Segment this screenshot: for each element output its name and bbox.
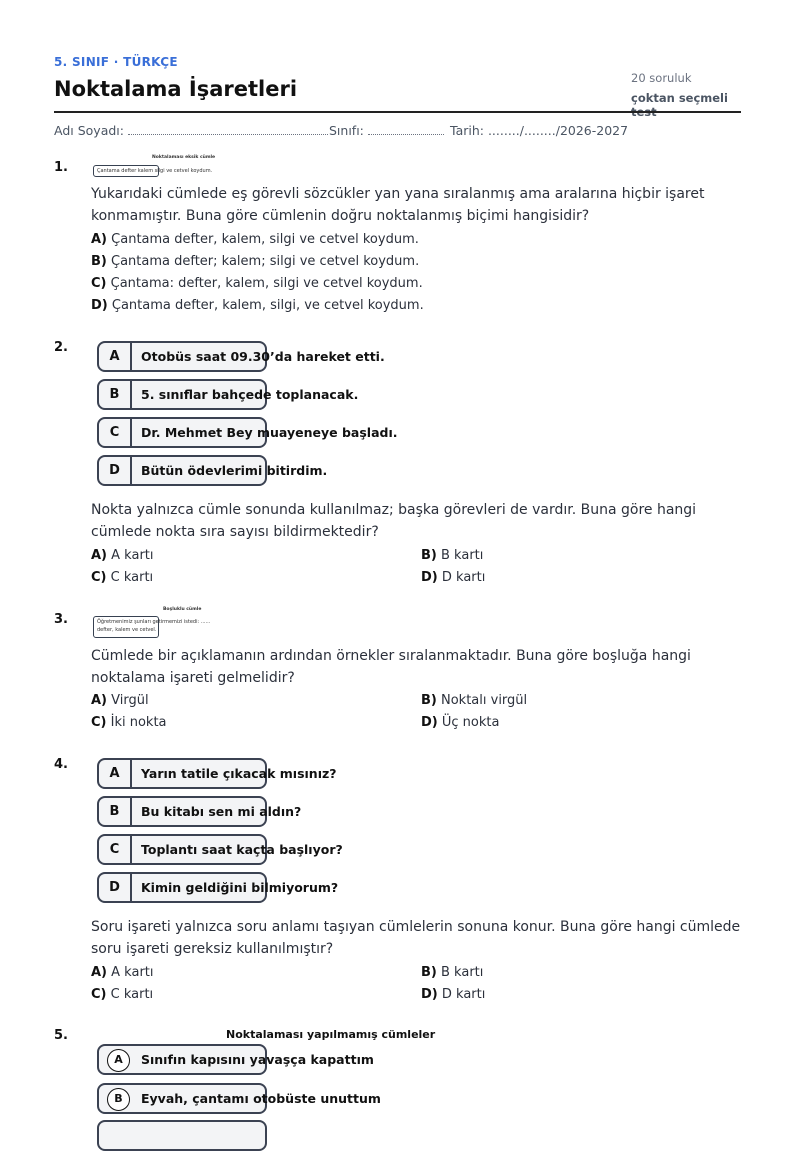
option-c[interactable]: C) Çantama: defter, kalem, silgi ve cetvel koydum. xyxy=(91,276,423,291)
figure-line: defter, kalem ve cetvel. xyxy=(97,627,157,633)
card-letter: B xyxy=(107,1088,130,1111)
option-d[interactable]: D) D kartı xyxy=(421,570,486,585)
question-number: 4. xyxy=(54,757,68,772)
name-label: Adı Soyadı: xyxy=(54,123,124,138)
name-field[interactable] xyxy=(54,123,328,138)
card-letter: A xyxy=(99,343,132,370)
student-info xyxy=(54,123,741,139)
option-c[interactable]: C) İki nokta xyxy=(91,715,167,730)
option-a[interactable]: A) Virgül xyxy=(91,693,149,708)
card-letter: B xyxy=(99,798,132,825)
figure-title: Noktalaması eksik cümle xyxy=(152,155,216,160)
date-field[interactable] xyxy=(450,123,628,138)
card-letter: B xyxy=(99,381,132,408)
option-b[interactable]: B) Çantama defter; kalem; silgi ve cetvel koydum. xyxy=(91,254,420,269)
option-a[interactable]: A) A kartı xyxy=(91,965,154,980)
option-d[interactable]: D) Üç nokta xyxy=(421,715,500,730)
class-label: Sınıfı: xyxy=(329,123,364,138)
figure-line: Öğretmenimiz şunları getirmemizi istedi: ...... xyxy=(97,619,211,625)
option-c[interactable]: C) C kartı xyxy=(91,987,154,1002)
figure-text: Çantama defter kalem silgi ve cetvel koydum. xyxy=(97,168,213,174)
option-c[interactable]: C) C kartı xyxy=(91,570,154,585)
grade-label: 5. SINIF · TÜRKÇE xyxy=(54,55,178,69)
card-text: 5. sınıflar bahçede toplanacak. xyxy=(141,387,359,402)
card-c xyxy=(97,1120,267,1151)
card-text: Kimin geldiğini bilmiyorum? xyxy=(141,880,339,895)
card-letter: A xyxy=(107,1049,130,1072)
card-letter: A xyxy=(99,760,132,787)
option-b[interactable]: B) Noktalı virgül xyxy=(421,693,528,708)
card-text: Bu kitabı sen mi aldın? xyxy=(141,804,302,819)
option-a[interactable]: A) Çantama defter, kalem, silgi ve cetvel koydum. xyxy=(91,232,419,247)
option-d[interactable]: D) D kartı xyxy=(421,987,486,1002)
figure-title: Noktalaması yapılmamış cümleler xyxy=(226,1028,436,1041)
card-text: Otobüs saat 09.30’da hareket etti. xyxy=(141,349,385,364)
header-divider xyxy=(54,111,741,113)
question-number: 5. xyxy=(54,1028,68,1043)
class-field[interactable] xyxy=(329,123,444,138)
card-text: Bütün ödevlerimi bitirdim. xyxy=(141,463,328,478)
name-blank xyxy=(128,124,328,135)
option-b[interactable]: B) B kartı xyxy=(421,548,484,563)
question-text: Nokta yalnızca cümle sonunda kullanılmaz; başka görevleri de vardır. Buna göre hangi cümlede nokta sıra sayısı bildirmektedir? xyxy=(91,502,697,540)
card-text: Toplantı saat kaçta başlıyor? xyxy=(141,842,343,857)
question-text: Soru işareti yalnızca soru anlamı taşıyan cümlelerin sonuna konur. Buna göre hangi cümlede soru işareti gereksiz kullanılmıştır? xyxy=(91,919,741,957)
card-text: Eyvah, çantamı otobüste unuttum xyxy=(141,1091,381,1106)
card-text: Yarın tatile çıkacak mısınız? xyxy=(141,766,337,781)
option-a[interactable]: A) A kartı xyxy=(91,548,154,563)
question-number: 1. xyxy=(54,160,68,175)
card-text: Dr. Mehmet Bey muayeneye başladı. xyxy=(141,425,398,440)
question-number: 2. xyxy=(54,340,68,355)
card-letter: D xyxy=(99,874,132,901)
card-letter: C xyxy=(99,836,132,863)
question-text: Cümlede bir açıklamanın ardından örnekler sıralanmaktadır. Buna göre boşluğa hangi noktalama işareti gelmelidir? xyxy=(91,648,691,686)
option-d[interactable]: D) Çantama defter, kalem, silgi, ve cetvel koydum. xyxy=(91,298,424,313)
card-letter: C xyxy=(99,419,132,446)
page-title: Noktalama İşaretleri xyxy=(54,77,298,101)
card-text: Sınıfın kapısını yavaşça kapattım xyxy=(141,1052,374,1067)
date-label: Tarih: ......../......../2026-2027 xyxy=(450,123,629,138)
question-text: Yukarıdaki cümlede eş görevli sözcükler yan yana sıralanmış ama aralarına hiçbir işaret konmamıştır. Buna göre cümlenin doğru noktalanmış biçimi hangisidir? xyxy=(91,186,705,224)
question-number: 3. xyxy=(54,612,68,627)
figure-box xyxy=(93,616,211,638)
figure-box xyxy=(93,165,213,177)
card-letter: D xyxy=(99,457,132,484)
figure-title: Boşluklu cümle xyxy=(163,607,202,612)
option-b[interactable]: B) B kartı xyxy=(421,965,484,980)
test-type: çoktan seçmeli xyxy=(631,91,728,105)
question-count: 20 soruluk xyxy=(631,71,692,85)
class-blank xyxy=(368,124,444,135)
